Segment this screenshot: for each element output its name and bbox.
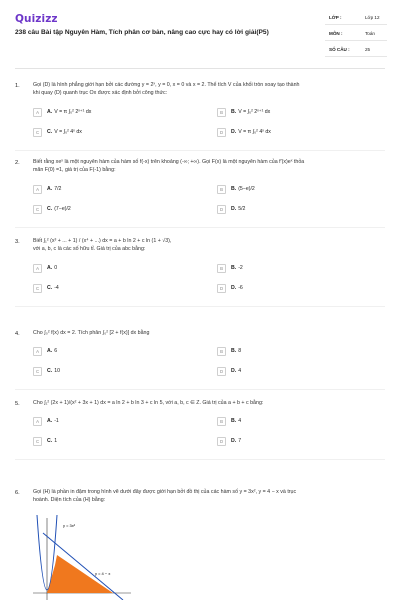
option-letter-box[interactable]: B [217,185,226,194]
answer-option[interactable] [217,367,377,377]
answer-option[interactable] [217,264,377,274]
question-text: hoành. Diện tích của (H) bằng: [33,497,106,504]
answer-option[interactable] [33,347,193,357]
question-separator [15,389,385,390]
option-value: V = π ∫₀² 4ˣ dx [238,128,271,135]
option-text [47,438,57,444]
option-value: (5−e)/2 [238,185,255,192]
option-text [231,186,255,192]
option-label: D. [231,284,237,291]
option-label: C. [47,205,53,212]
option-label: A. [47,264,53,271]
meta-question-count: SỐ CÂU : 25 [325,44,387,57]
question-6-graph [33,515,133,600]
option-letter-box[interactable]: D [217,284,226,293]
option-text [231,348,241,354]
answer-option[interactable] [217,108,377,118]
question-text: với a, b, c là các số hữu tỉ. Giá trị của abc bằng: [33,246,146,253]
option-letter-box[interactable]: B [217,108,226,117]
option-value: 6 [54,348,58,355]
answer-option[interactable] [217,185,377,195]
option-value: 4 [238,418,242,425]
answer-option[interactable] [33,367,193,377]
option-letter-box[interactable]: A [33,264,42,273]
option-label: B. [231,185,237,192]
option-value: -4 [54,284,59,291]
option-letter-box[interactable]: B [217,264,226,273]
option-text [47,109,91,115]
option-text [231,438,241,444]
question-separator [15,306,385,307]
option-text [231,129,271,135]
question-separator [15,150,385,151]
option-letter-box[interactable]: C [33,205,42,214]
option-letter-box[interactable]: D [217,367,226,376]
option-letter-box[interactable]: D [217,437,226,446]
option-value: -1 [54,418,59,425]
option-text [231,206,245,212]
answer-option[interactable] [217,417,377,427]
option-letter-box[interactable]: C [33,284,42,293]
answer-option[interactable] [33,128,193,138]
question-text: Cho ∫₁² (2x + 1)/(x² + 3x + 1) dx = a ln 2 + b ln 3 + c ln 5, với a, b, c ∈ Z. Giá trị của a + b + c bằng: [33,400,264,406]
question-number: 4. [15,331,20,337]
option-letter-box[interactable]: A [33,347,42,356]
meta-class: LỚP : Lớp 12 [325,12,387,25]
answer-option[interactable] [33,264,193,274]
option-value: 10 [54,368,60,375]
answer-option[interactable] [217,205,377,215]
option-letter-box[interactable]: A [33,417,42,426]
option-letter-box[interactable]: B [217,347,226,356]
question-text: mãn F(0) =1, giá trị của F(-1) bằng: [33,167,116,174]
option-value: 5/2 [238,205,246,212]
curve2-label: y = 4 − x [95,571,111,576]
question-text: Gọi (D) là hình phẳng giới hạn bởi các đường y = 2ˣ, y = 0, x = 0 và x = 2. Thể tích V của khối tròn xoay tạo thành [33,82,300,88]
option-label: C. [47,438,53,445]
option-text [231,368,241,374]
question-text: Biết rằng xeˣ là một nguyên hàm của hàm số f(-x) trên khoảng (-∞; +∞). Gọi F(x) là một nguyên hàm của f′(x)eˣ thỏa [33,159,305,165]
worksheet-title: 238 câu Bài tập Nguyên Hàm, Tích phân cơ bản, nâng cao cực hay có lời giải(P5) [15,29,269,36]
answer-option[interactable] [217,347,377,357]
question-text: khi quay (D) quanh trục Ox được xác định bởi công thức: [33,90,168,97]
option-text [47,129,82,135]
option-letter-box[interactable]: D [217,128,226,137]
option-label: C. [47,284,53,291]
answer-option[interactable] [33,284,193,294]
option-letter-box[interactable]: C [33,367,42,376]
option-label: B. [231,348,237,355]
option-value: 1 [54,438,58,445]
option-value: -2 [238,264,243,271]
option-letter-box[interactable]: A [33,108,42,117]
option-label: D. [231,368,237,375]
quizizz-logo: Quizizz [15,13,58,25]
option-label: A. [47,348,53,355]
option-text [47,348,57,354]
option-label: B. [231,108,237,115]
option-label: B. [231,264,237,271]
option-value: 7/2 [54,185,62,192]
answer-option[interactable] [33,205,193,215]
option-value: (7−e)/2 [54,205,71,212]
curve1-label: y = 3x² [63,523,76,528]
question-number: 2. [15,160,20,166]
option-label: D. [231,128,237,135]
answer-option[interactable] [33,185,193,195]
question-number: 1. [15,83,20,89]
option-text [47,206,71,212]
option-letter-box[interactable]: D [217,205,226,214]
option-text [47,186,61,192]
option-letter-box[interactable]: A [33,185,42,194]
answer-option[interactable] [217,128,377,138]
option-value: V = π ∫₀² 2ˣ⁺¹ dx [54,108,92,115]
header-divider [15,68,385,69]
option-label: C. [47,368,53,375]
option-value: -6 [238,284,243,291]
option-letter-box[interactable]: C [33,128,42,137]
option-text [231,265,243,271]
option-label: B. [231,418,237,425]
question-text: Biết ∫₁² (x³ + ... + 1) / (x⁴ + ...) dx = a + b ln 2 + c ln (1 + √3), [33,238,172,244]
option-value: V = ∫₀² 4ˣ dx [54,128,82,135]
option-label: D. [231,438,237,445]
option-value: V = ∫₀² 2ˣ⁺¹ dx [238,108,271,115]
option-text [231,418,241,424]
option-label: A. [47,185,53,192]
option-text [231,285,243,291]
option-value: 7 [238,438,242,445]
answer-option[interactable] [33,417,193,427]
question-number: 6. [15,490,20,496]
option-text [47,418,59,424]
option-label: D. [231,205,237,212]
option-value: 0 [54,264,58,271]
option-letter-box[interactable]: B [217,417,226,426]
question-number: 5. [15,401,20,407]
option-text [47,285,59,291]
option-letter-box[interactable]: C [33,437,42,446]
question-number: 3. [15,239,20,245]
answer-option[interactable] [217,284,377,294]
option-label: A. [47,108,53,115]
question-separator [15,227,385,228]
answer-option[interactable] [33,437,193,447]
option-value: 8 [238,348,242,355]
option-text [47,265,57,271]
option-text [47,368,60,374]
answer-option[interactable] [33,108,193,118]
option-text [231,109,270,115]
question-text: Gọi (H) là phần in đậm trong hình vẽ dưới đây được giới hạn bởi đồ thị của các hàm số y = 3x², y = 4 − x và trục [33,489,297,495]
meta-subject: MÔN : Toán [325,28,387,41]
option-value: 4 [238,368,242,375]
answer-option[interactable] [217,437,377,447]
option-label: A. [47,418,53,425]
option-label: C. [47,128,53,135]
question-separator [15,459,385,460]
question-text: Cho ∫₀² f(x) dx = 2. Tích phân ∫₀² [2 + f(x)] dx bằng [33,330,150,336]
worksheet-header [0,0,400,68]
